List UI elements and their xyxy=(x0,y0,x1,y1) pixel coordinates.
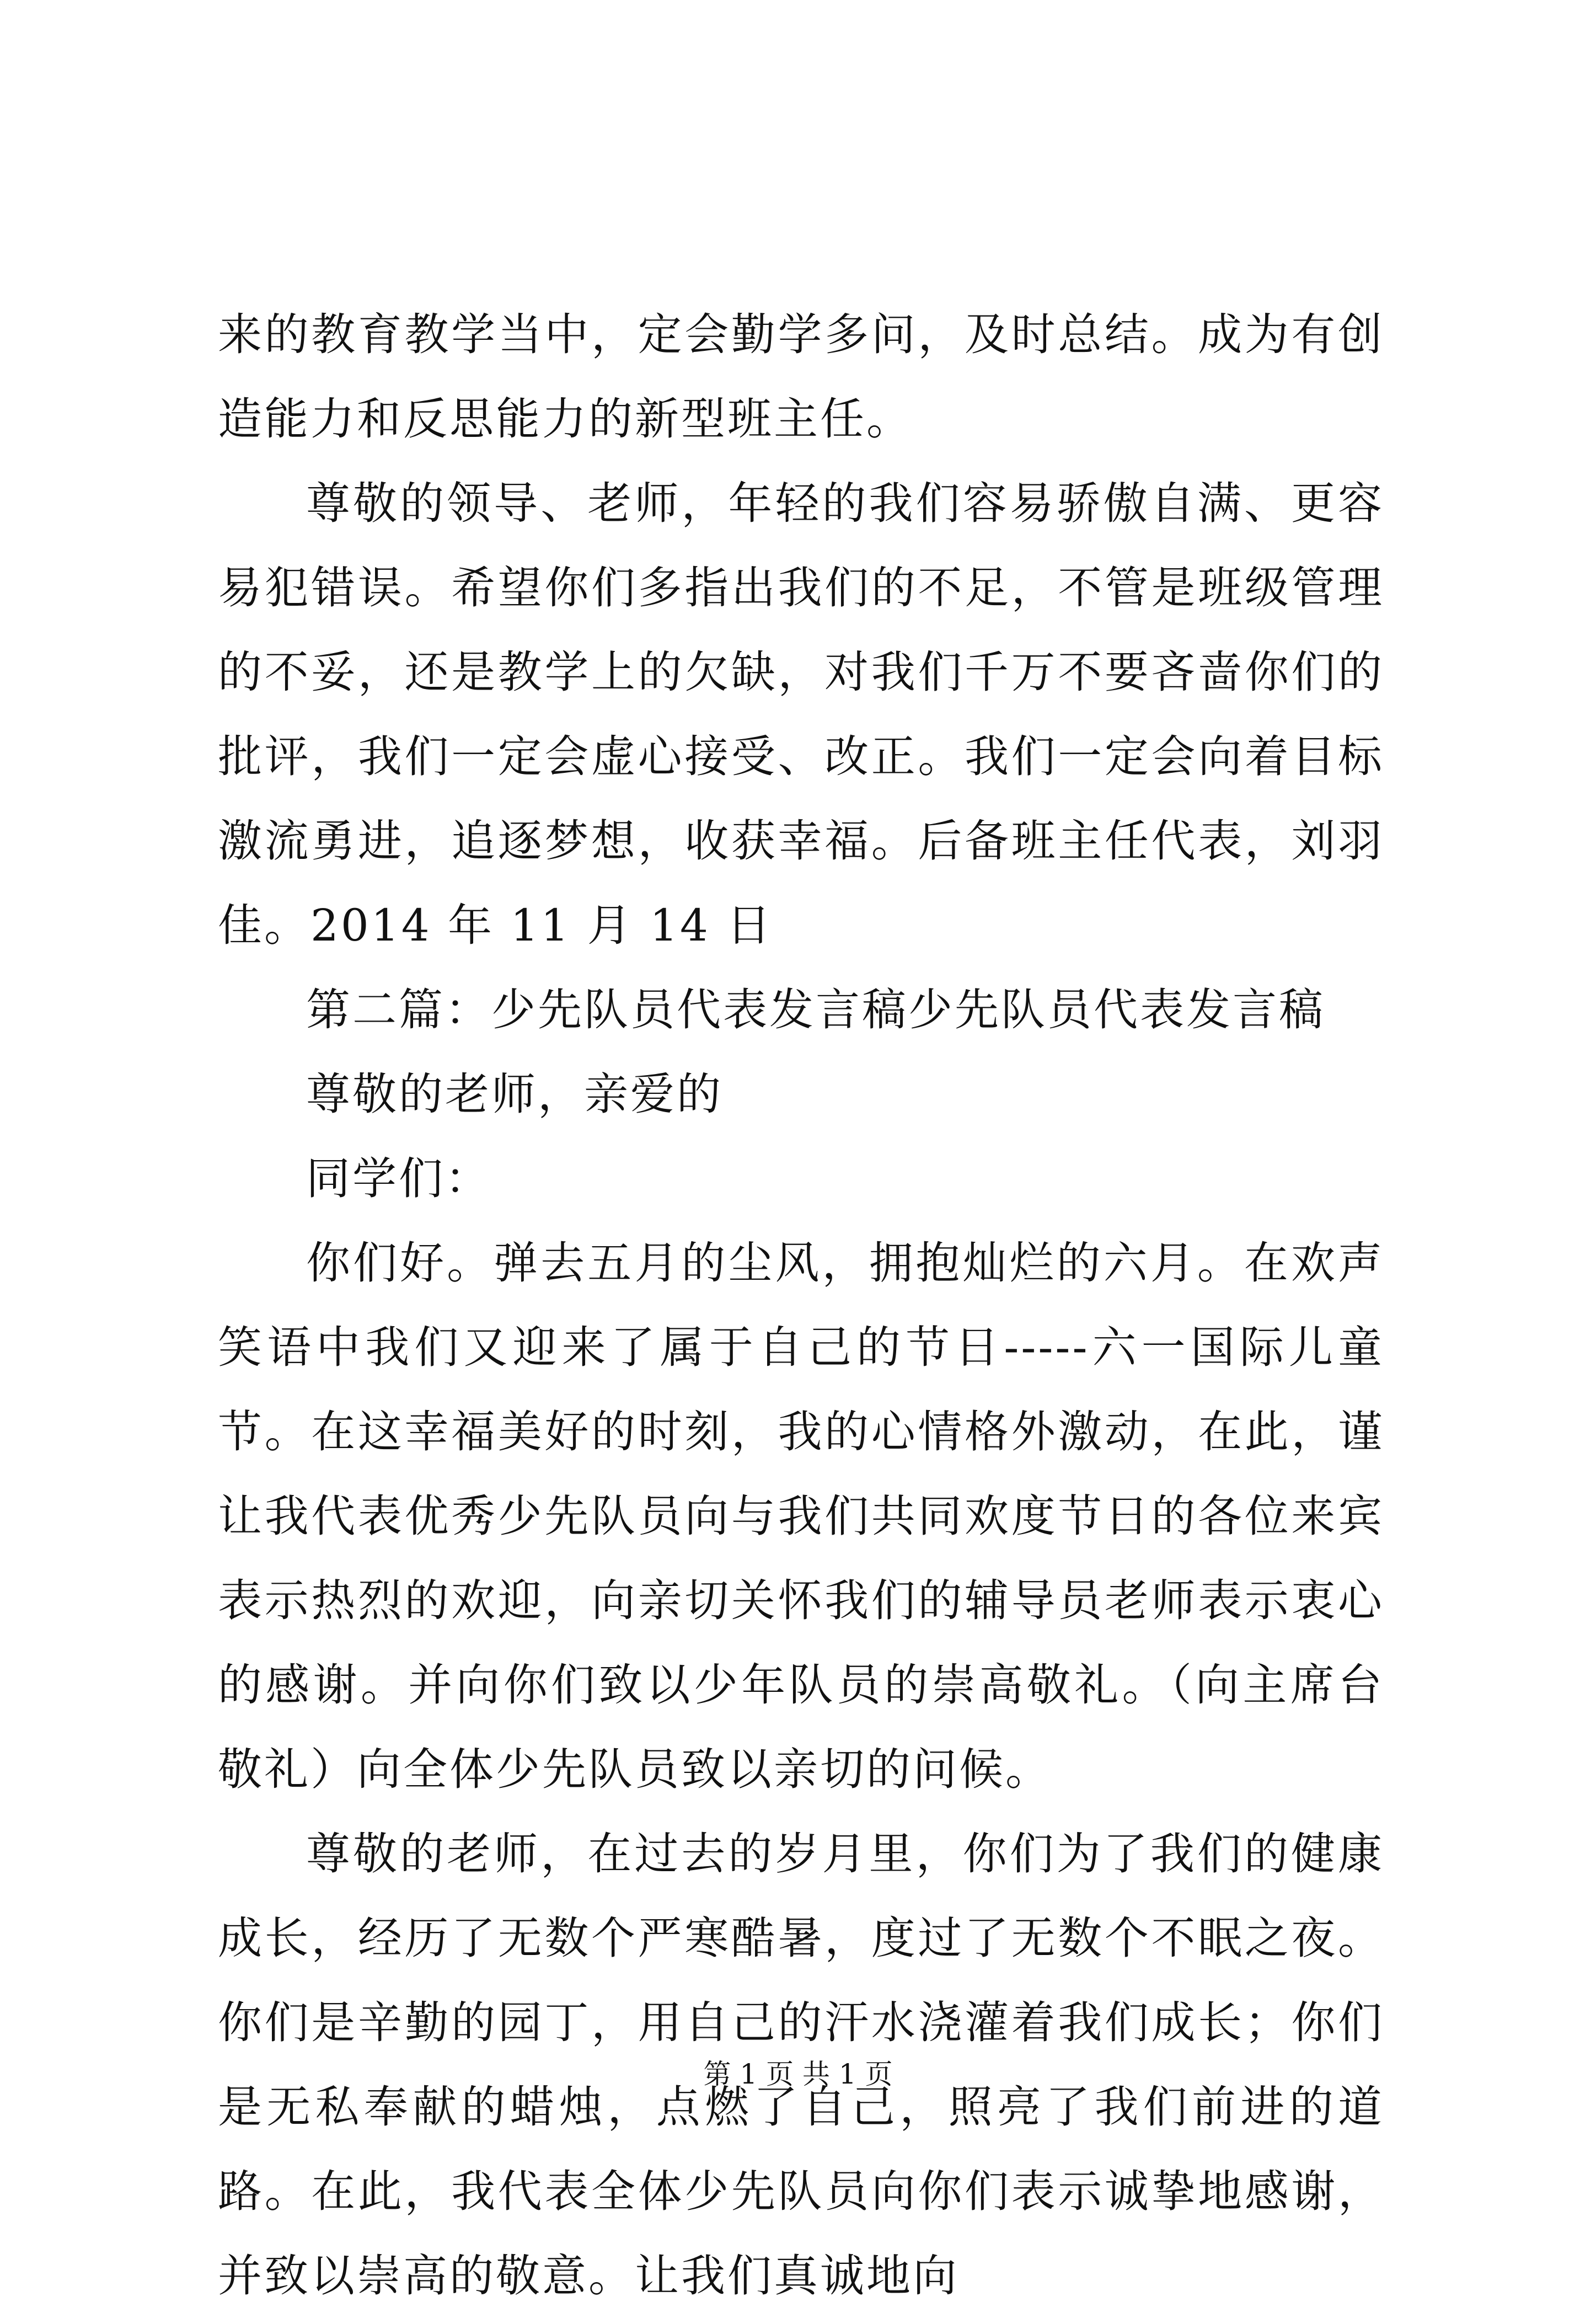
paragraph-closing-remarks: 尊敬的领导、老师，年轻的我们容易骄傲自满、更容易犯错误。希望你们多指出我们的不足，不管是班级管理的不妥，还是教学上的欠缺，对我们千万不要吝啬你们的批评，我们一定会虚心接受、改正。我们一定会向着目标激流勇进，追逐梦想，收获幸福。后备班主任代表，刘羽佳。2014 年 11 月 14 日 xyxy=(218,478,1384,951)
salutation-line-2: 同学们： xyxy=(306,1153,491,1204)
paragraph-continuation: 来的教育教学当中，定会勤学多问，及时总结。成为有创造能力和反思能力的新型班主任。 xyxy=(218,309,1384,445)
document-body xyxy=(218,292,1384,2318)
paragraph-greeting: 你们好。弹去五月的尘风，拥抱灿烂的六月。在欢声笑语中我们又迎来了属于自己的节日-----六一国际儿童节。在这幸福美好的时刻，我的心情格外激动，在此，谨让我代表优秀少先队员向与我们共同欢度节日的各位来宾表示热烈的欢迎，向亲切关怀我们的辅导员老师表示衷心的感谢。并向你们致以少年队员的崇高敬礼。（向主席台敬礼）向全体少先队员致以亲切的问候。 xyxy=(218,1237,1384,1795)
page-footer: 第 1 页 共 1 页 xyxy=(703,2058,893,2090)
section-heading: 第二篇：少先队员代表发言稿少先队员代表发言稿 xyxy=(306,984,1325,1035)
paragraph-teachers: 尊敬的老师，在过去的岁月里，你们为了我们的健康成长，经历了无数个严寒酷暑，度过了无数个不眠之夜。你们是辛勤的园丁，用自己的汗水浇灌着我们成长；你们是无私奉献的蜡烛，点燃了自己，照亮了我们前进的道路。在此，我代表全体少先队员向你们表示诚挚地感谢，并致以崇高的敬意。让我们真诚地向 xyxy=(218,1828,1384,2301)
salutation-line: 尊敬的老师，亲爱的 xyxy=(306,1069,723,1120)
